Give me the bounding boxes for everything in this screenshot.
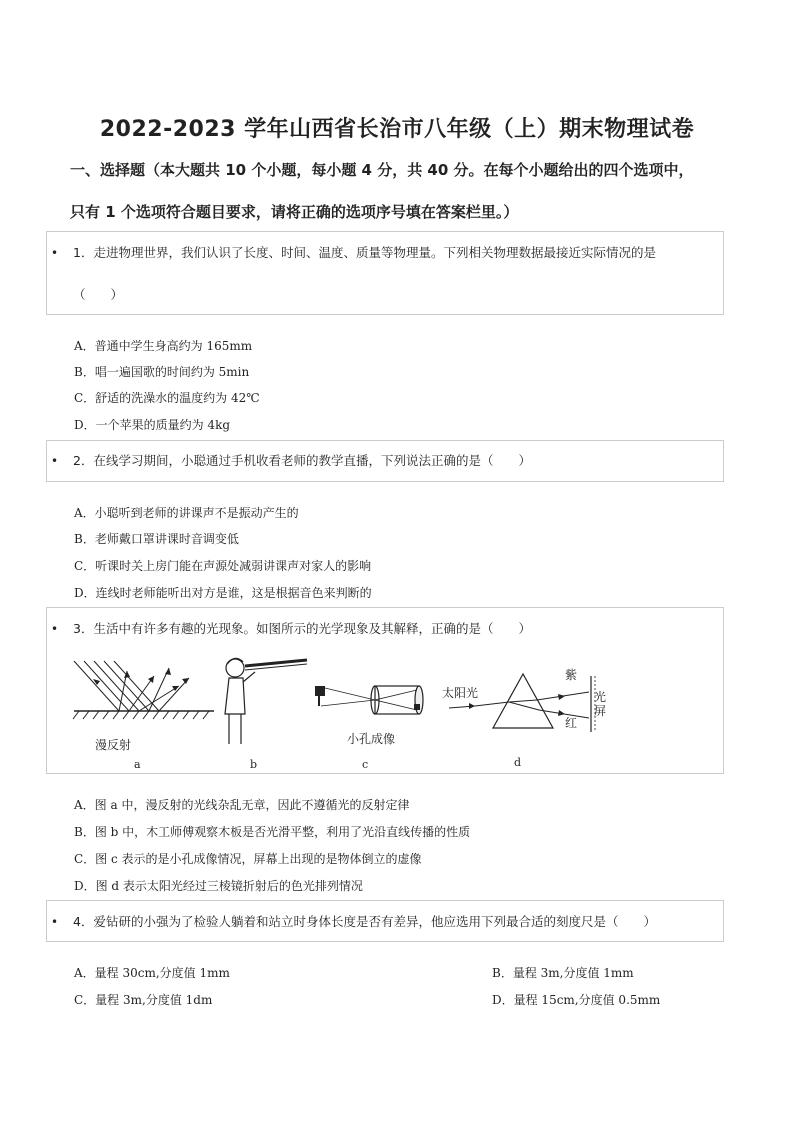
- figure-a-label: a: [134, 758, 141, 771]
- option-a: A．量程 30cm,分度值 1mm: [74, 966, 230, 980]
- option-c: C．图 c 表示的是小孔成像情况，屏幕上出现的是物体倒立的虚像: [74, 852, 422, 866]
- option-b: B．图 b 中，木工师傅观察木板是否光滑平整，利用了光沿直线传播的性质: [74, 825, 471, 839]
- bullet-icon: •: [51, 454, 59, 468]
- question-stem: 1．走进物理世界，我们认识了长度、时间、温度、质量等物理量。下列相关物理数据最接近实际情况的是: [73, 245, 656, 260]
- option-c: C．量程 3m,分度值 1dm: [74, 993, 213, 1007]
- figure-a-diffuse-reflection: [69, 656, 219, 726]
- section-heading-line2: 只有 1 个选项符合题目要求，请将正确的选项序号填在答案栏里。）: [70, 203, 519, 221]
- answer-blank: （ ）: [73, 287, 124, 302]
- figure-c-label: c: [362, 758, 369, 771]
- figure-d-screen-label-1: 光: [594, 690, 607, 704]
- figure-d-red-label: 红: [565, 716, 578, 730]
- option-d: D．连线时老师能听出对方是谁，这是根据音色来判断的: [74, 586, 372, 600]
- bullet-icon: •: [51, 246, 59, 260]
- figure-d-label: d: [514, 756, 522, 769]
- figure-c-caption: 小孔成像: [347, 732, 396, 746]
- option-d: D．量程 15cm,分度值 0.5mm: [492, 993, 661, 1007]
- option-a: A．小聪听到老师的讲课声不是振动产生的: [74, 506, 299, 520]
- option-c: C．舒适的洗澡水的温度约为 42℃: [74, 391, 260, 405]
- question-stem: 4．爱钻研的小强为了检验人躺着和站立时身体长度是否有差异，他应选用下列最合适的刻度尺是（ ）: [73, 914, 656, 929]
- figure-a-caption: 漫反射: [95, 738, 132, 752]
- figure-d-prism: [445, 666, 615, 736]
- bullet-icon: •: [51, 622, 59, 636]
- figure-b-carpenter: [215, 654, 315, 746]
- option-b: B．唱一遍国歌的时间约为 5min: [74, 365, 250, 379]
- option-b: B．老师戴口罩讲课时音调变低: [74, 532, 239, 546]
- figure-b-label: b: [250, 758, 258, 771]
- section-heading-line1: 一、选择题（本大题共 10 个小题，每小题 4 分，共 40 分。在每个小题给出的四个选项中，: [70, 161, 694, 179]
- bullet-icon: •: [51, 915, 59, 929]
- option-d: D．图 d 表示太阳光经过三棱镜折射后的色光排列情况: [74, 879, 363, 893]
- question-stem: 2．在线学习期间，小聪通过手机收看老师的教学直播，下列说法正确的是（ ）: [73, 453, 531, 468]
- question-2: [46, 440, 724, 482]
- option-a: A．普通中学生身高约为 165mm: [74, 339, 253, 353]
- option-a: A．图 a 中，漫反射的光线杂乱无章，因此不遵循光的反射定律: [74, 798, 410, 812]
- figure-c-pinhole: [313, 678, 433, 728]
- option-d: D．一个苹果的质量约为 4kg: [74, 418, 231, 432]
- question-1: [46, 231, 724, 315]
- option-c: C．听课时关上房门能在声源处减弱讲课声对家人的影响: [74, 559, 372, 573]
- question-3: [46, 607, 724, 774]
- figure-d-purple-label: 紫: [565, 668, 578, 682]
- question-stem: 3．生活中有许多有趣的光现象。如图所示的光学现象及其解释，正确的是（ ）: [73, 621, 531, 636]
- question-4: [46, 900, 724, 942]
- figure-d-sunlight-label: 太阳光: [442, 686, 479, 700]
- option-b: B．量程 3m,分度值 1mm: [492, 966, 634, 980]
- page-title: 2022-2023 学年山西省长治市八年级（上）期末物理试卷: [99, 117, 695, 142]
- figure-d-screen-label-2: 屏: [594, 704, 607, 718]
